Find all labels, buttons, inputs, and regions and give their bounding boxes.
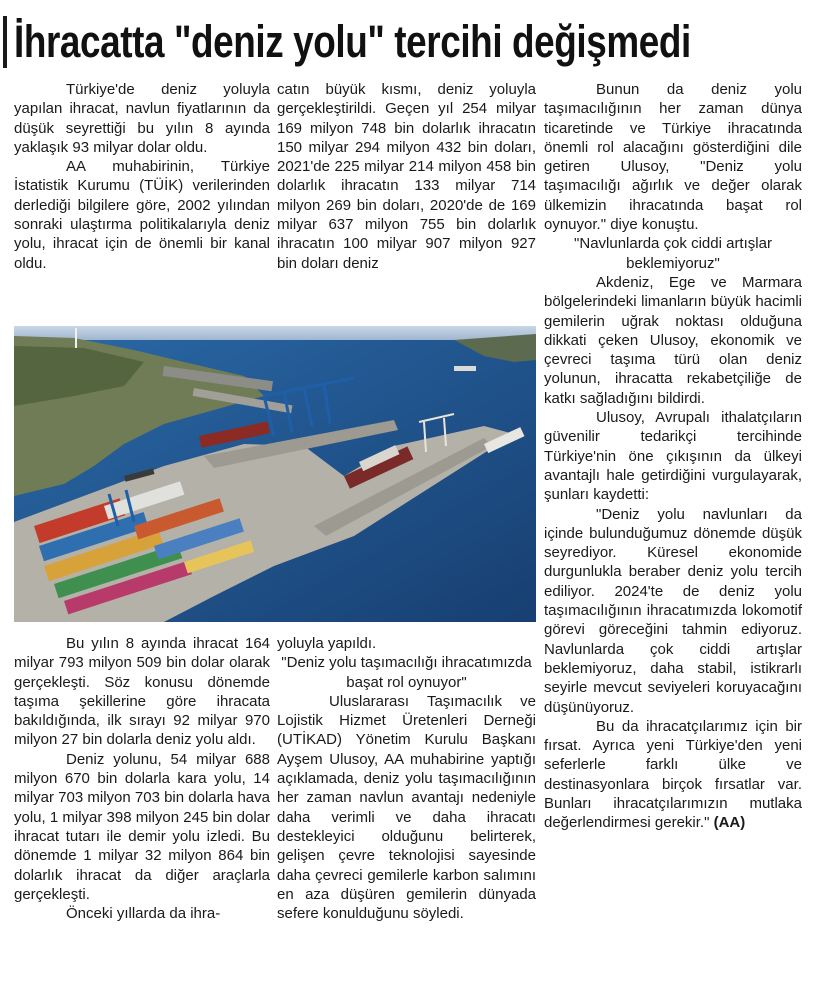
paragraph: Akdeniz, Ege ve Marmara bölgelerindeki limanların büyük hacimli gemilerin uğrak noktası olduğuna dikkati çeken Ulusoy, ekonomik ve çevreci taşıma türü olan deniz yolunun, ihracatta rekabetçiliğe de katkı sağladığını bildirdi. bbox=[544, 273, 802, 407]
paragraph-text: Bu da ihracatçılarımız için bir fırsat. Ayrıca yeni Türkiye'den yeni seferlerle farklı ülke ve destinasyonlara birçok fırsatlar var. Bunları ihracatçılarımızın mutlaka değerlendirmesi gerekir." bbox=[544, 717, 802, 832]
paragraph: Uluslararası Taşımacılık ve Lojistik Hizmet Üretenleri Derneği (UTİKAD) Yönetim Kurulu Başkanı Ayşem Ulusoy, AA muhabirine yaptığı açıklamada, deniz yolu taşımacılığının her zaman navlun avantajı nedeniyle daha verimli ve daha ihracatı destekleyici olduğunu belirterek, gelişen çevre teknolojisi sayesinde daha çevreci gemilerle karbon salımını en aza düşüren gemilerin dünyada sefere konulduğunu söyledi. bbox=[277, 692, 536, 923]
paragraph: yoluyla yapıldı. bbox=[277, 635, 377, 652]
subheading: "Deniz yolu taşımacılığı ihracatımızda başat rol oynuyor" bbox=[281, 654, 532, 691]
paragraph: AA muhabirinin, Türkiye İstatistik Kurumu (TÜİK) verilerinden derlediği bilgilere göre, 2002 yılından sonraki ulaştırma politikalarıyla deniz yolu, ihracat için de önemli bir kanal oldu. bbox=[14, 158, 270, 272]
headline-rule bbox=[3, 16, 7, 68]
paragraph: Deniz yolunu, 54 milyar 688 milyon 670 bin dolarla kara yolu, 14 milyar 703 milyon 703 bin dolarla hava yolu, 1 milyar 398 milyon 245 bin dolar ihracat tutarı ile demir yolu izledi. Bu dönemde 1 milyar 32 milyon 864 bin dolarlık ihracat da diğer araçlarla gerçekleşti. bbox=[14, 750, 270, 903]
paragraph: Türkiye'de deniz yoluyla yapılan ihracat, navlun fiyatlarının da düşük seyrettiği bu yılın 8 ayında yaklaşık 93 milyar dolar oldu. bbox=[14, 81, 270, 156]
paragraph: "Deniz yolu navlunları da içinde bulunduğumuz dönemde düşük seyrediyor. Küresel ekonomide durgunlukla beraber deniz yolu tercih ediliyor. 2024'te de deniz yolu taşımacılığının ihracatımızda lokomotif görevi göreceğini tahmin ediyoruz. Navlunlarda çok ciddi artışlar beklemiyoruz, daha stabil, istikrarlı seyirle mevcut seviyeleri koruyacağını düşünüyoruz. bbox=[544, 505, 802, 716]
paragraph bbox=[544, 717, 802, 833]
column-1-bottom bbox=[14, 634, 270, 923]
article-headline: İhracatta "deniz yolu" tercihi değişmedi bbox=[14, 16, 691, 67]
column-2-bottom bbox=[277, 634, 536, 923]
column-2-top bbox=[277, 80, 536, 273]
column-1-top bbox=[14, 80, 270, 273]
column-3 bbox=[544, 80, 802, 833]
source-credit: (AA) bbox=[713, 814, 746, 832]
headline-block bbox=[0, 12, 813, 70]
paragraph: Bu yılın 8 ayında ihracat 164 milyar 793 milyon 509 bin dolar olarak gerçekleşti. Söz konusu dönemde taşıma şekillerine göre ihracata bakıldığında, ilk sırayı 92 milyar 970 milyon 27 bin dolarla deniz yolu aldı. bbox=[14, 635, 270, 749]
port-illustration bbox=[14, 326, 536, 622]
subheading: "Navlunlarda çok ciddi artışlar beklemiyoruz" bbox=[574, 235, 772, 272]
port-aerial-photo bbox=[14, 326, 536, 622]
paragraph: Önceki yıllarda da ihra- bbox=[66, 905, 221, 923]
paragraph: catın büyük kısmı, deniz yoluyla gerçekleştirildi. Geçen yıl 254 milyar 169 milyon 748 bin dolarlık ihracatın 150 milyar 294 milyon 432 bin doları, 2021'de 225 milyar 214 milyon 458 bin dolarlık ihracatın 133 milyar 714 milyon 269 bin doları, 2020'de de 169 milyar 637 milyon 755 bin dolarlık ihracatın 100 milyar 907 milyon 927 bin doları deniz bbox=[277, 81, 536, 272]
paragraph: Bunun da deniz yolu taşımacılığının her zaman dünya ticaretinde ve Türkiye ihracatında önemli rol alacağını gösterdiğini dile getiren Ulusoy, "Deniz yolu taşımacılığı ağırlık ve değer olarak ülkemizin ihracatında başat rol oynuyor." diye konuştu. bbox=[544, 81, 802, 234]
paragraph: Ulusoy, Avrupalı ithalatçıların güvenilir tedarikçi tercihinde Türkiye'nin öne çıkışının da ülkeyi avantajlı hale getirdiğini vurgulayarak, şunları kaydetti: bbox=[544, 409, 802, 504]
